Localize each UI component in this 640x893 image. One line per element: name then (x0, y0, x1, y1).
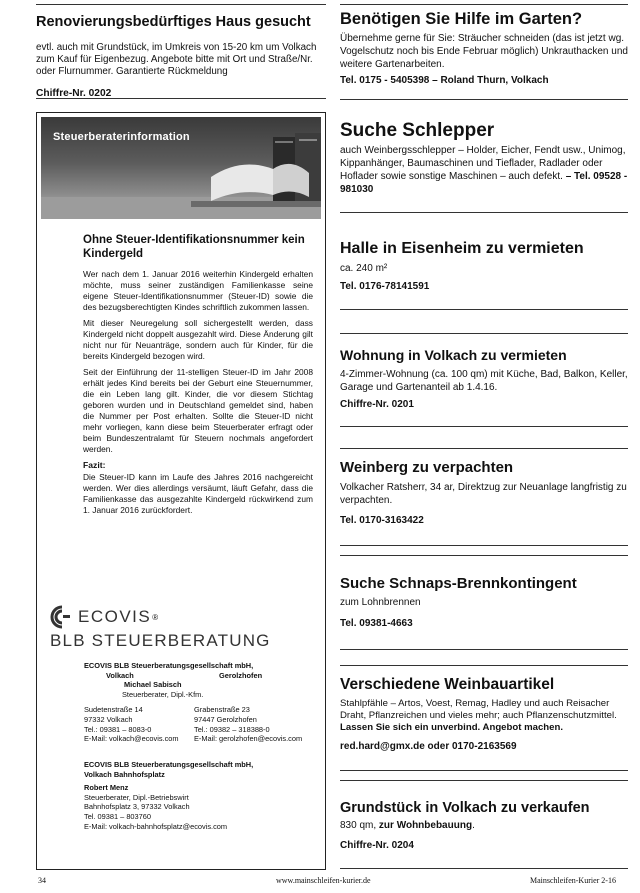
divider (340, 649, 628, 650)
divider (340, 426, 628, 427)
ad-schnaps (340, 575, 628, 639)
ad-body: evtl. auch mit Grundstück, im Umkreis von 15-20 km um Volkach zum Kauf für Eigenbezug. Angebote bitte mit Ort und Straße/Nr. oder Flurnummer. Garantierte Rückmeldung (36, 42, 317, 78)
office-line: Sudetenstraße 14 (84, 705, 143, 715)
ad-contact: Tel. 09381-4663 (340, 618, 413, 629)
divider (340, 212, 628, 213)
ad-grundstueck (340, 800, 628, 861)
ad-body: 830 qm, (340, 820, 377, 831)
ad-chiffre: Chiffre-Nr. 0202 (36, 88, 112, 100)
contact-person: Robert Menz (84, 783, 129, 793)
ad-contact: red.hard@gmx.de oder 0170-2163569 (340, 741, 517, 752)
ad-body: Übernehme gerne für Sie: Sträucher schneiden (das ist jetzt wg. Vogelschutz noch bis Ende Februar möglich) Unkrauthacken und weitere Gartenarbeiten. (340, 33, 628, 70)
registered-mark: ® (152, 612, 159, 622)
ad-contact: Chiffre-Nr. 0201 (340, 399, 414, 410)
firm-name: ECOVIS BLB Steuerberatungsgesellschaft mbH, (84, 661, 254, 670)
office-line: Tel. 09381 – 803760 (84, 811, 151, 821)
ad-contact: Tel. 0176-78141591 (340, 281, 430, 292)
ad-contact: Tel. 0170-3163422 (340, 515, 424, 526)
ad-body-end: . (472, 820, 475, 831)
ad-garten (340, 10, 628, 96)
page-number: 34 (38, 876, 46, 885)
ad-body: ca. 240 m² (340, 263, 388, 274)
divider (36, 4, 326, 5)
banner-image (41, 117, 321, 219)
ecovis-mark-icon (50, 605, 74, 629)
fazit-heading: Fazit: (83, 460, 106, 470)
office-email: E-Mail: gerolzhofen@ecovis.com (194, 734, 303, 744)
article-paragraph: Seit der Einführung der 11-stelligen Steuer-ID im Jahr 2008 erhält jedes Kind bereits bei der Geburt eine Steuernummer, die ein Leben lang gilt. Kinder, die vor diesem Stichtag geboren wurden und in Deutschland gemeldet sind, haben die Nummer per Post erhalten. Sollte die Steuer-ID nicht mehr vorliegen, kann diese beim Steuerberater erfragt oder beim Bundeszentralamt für Steuern nochmals angefordert werden. (83, 367, 313, 454)
ad-body-bold: Lassen Sie sich ein unverbind. Angebot machen. (340, 722, 564, 733)
contact-person: Michael Sabisch (124, 680, 182, 690)
divider (340, 333, 628, 334)
divider (340, 555, 628, 556)
ecovis-name: ECOVIS (78, 607, 152, 626)
banner-title: Steuerberaterinformation (53, 131, 190, 143)
divider (340, 770, 628, 771)
office-line: Grabenstraße 23 (194, 705, 250, 715)
divider (340, 99, 628, 100)
ad-contact: – Tel. 09528 - 981030 (340, 171, 628, 195)
divider (340, 665, 628, 666)
ad-schlepper (340, 120, 628, 196)
ecovis-subtitle: BLB STEUERBERATUNG (50, 631, 271, 650)
divider (340, 448, 628, 449)
office-line: Tel.: 09381 – 8083-0 (84, 724, 152, 734)
article (83, 233, 313, 516)
article-paragraph: Wer nach dem 1. Januar 2016 weiterhin Kindergeld erhalten möchte, muss seiner zuständigen Familienkasse seine eigene Steuer-Identifikationsnummer (Steuer-ID) sowie die des bezugsberechtigten Kindes schriftlich zukommen lassen. (83, 269, 313, 312)
divider (340, 780, 628, 781)
office-line: Steuerberater, Dipl.-Betriebswirt (84, 792, 189, 802)
firm-name: ECOVIS BLB Steuerberatungsgesellschaft mbH, (84, 760, 254, 769)
ad-title: Benötigen Sie Hilfe im Garten? (340, 10, 583, 28)
ad-body: Volkacher Ratsherr, 34 ar, Direktzug zur Neuanlage langfristig zu verpachten. (340, 482, 627, 506)
ad-title: Renovierungsbedürftiges Haus gesucht (36, 14, 311, 30)
firm-location: Gerolzhofen (219, 670, 263, 680)
divider (340, 309, 628, 310)
firm-address-1 (84, 661, 318, 744)
ad-renovation (36, 6, 326, 109)
contact-role: Steuerberater, Dipl.-Kfm. (122, 689, 204, 699)
divider (340, 4, 628, 5)
ad-title: Suche Schlepper (340, 120, 495, 141)
ad-title: Suche Schnaps-Brennkontingent (340, 575, 577, 592)
footer-issue: Mainschleifen-Kurier 2-16 (530, 876, 616, 885)
office-email: E-Mail: volkach-bahnhofsplatz@ecovis.com (84, 821, 228, 831)
article-paragraph: Mit dieser Neuregelung soll sichergestellt werden, dass Kindergeld nicht doppelt ausgezahlt wird. Diese Änderung gilt nicht nur für Neuanträge, sondern auch für Kinder, für die bereits Kindergeld bezogen wird. (83, 318, 313, 361)
ad-title: Verschiedene Weinbauartikel (340, 676, 555, 693)
ad-body: auch Weinbergsschlepper – Holder, Eicher, Fendt usw., Unimog, Kippanhänger, Baumaschinen und Tieflader, Radlader oder Hoflader sowie sonstige Maschinen – auch defekt. (340, 145, 626, 182)
ad-body: 4-Zimmer-Wohnung (ca. 100 qm) mit Küche, Bad, Balkon, Keller, Garage und Gartenanteil ab 1.4.16. (340, 369, 628, 393)
fazit-text: Die Steuer-ID kann im Laufe des Jahres 2016 nachgereicht werden. Wer dies allerdings versäumt, läuft Gefahr, dass die Familienkasse das ausgezahlte Kindergeld rückwirkend zum 1. Januar 2016 zurückfordert. (83, 472, 313, 515)
office-line: 97332 Volkach (84, 714, 133, 724)
ecovis-logo (50, 605, 290, 651)
firm-location: Volkach (106, 670, 134, 680)
ad-title: Wohnung in Volkach zu vermieten (340, 347, 567, 363)
ad-contact: Chiffre-Nr. 0204 (340, 840, 414, 851)
divider (36, 98, 326, 99)
ad-contact: Tel. 0175 - 5405398 – Roland Thurn, Volkach (340, 75, 549, 86)
firm-address-2 (84, 760, 318, 831)
article-headline: Ohne Steuer-Identifikationsnummer kein Kindergeld (83, 234, 305, 260)
ad-title: Weinberg zu verpachten (340, 459, 514, 476)
divider (340, 868, 628, 869)
ad-wohnung (340, 347, 628, 420)
ad-weinbau (340, 676, 628, 762)
ad-title: Halle in Eisenheim zu vermieten (340, 240, 584, 257)
ad-body-bold: zur Wohnbebauung (378, 820, 473, 831)
office-email: E-Mail: volkach@ecovis.com (84, 734, 179, 744)
office-line: 97447 Gerolzhofen (194, 714, 257, 724)
footer-url: www.mainschleifen-kurier.de (276, 876, 371, 885)
office-line: Bahnhofsplatz 3, 97332 Volkach (84, 802, 190, 812)
ad-halle (340, 240, 628, 302)
ad-body: zum Lohnbrennen (340, 597, 421, 608)
ad-title: Grundstück in Volkach zu verkaufen (340, 800, 590, 816)
office-line: Tel.: 09382 – 318388-0 (194, 724, 270, 734)
steuer-info-box (36, 112, 326, 870)
divider (340, 545, 628, 546)
firm-location: Volkach Bahnhofsplatz (84, 769, 165, 779)
ad-body: Stahlpfähle – Artos, Voest, Remag, Hadley und auch Reisacher Draht, Pflanzreichen und vieles mehr; auch Pflanzenschutzmittel. (340, 698, 617, 721)
ad-weinberg (340, 459, 628, 536)
